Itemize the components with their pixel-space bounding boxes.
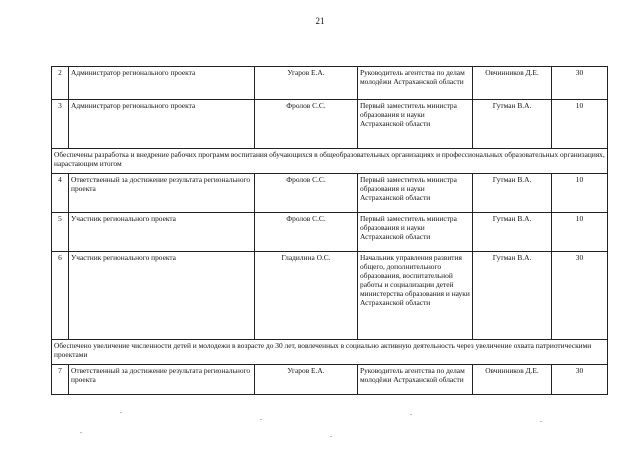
supervisor-cell: Овчинников Д.Е. [473, 365, 552, 395]
person-name-cell: Фролов С.С. [255, 213, 358, 252]
table-row [52, 252, 608, 340]
scan-speck [330, 436, 332, 437]
table-row [52, 365, 608, 395]
row-number-cell: 4 [52, 174, 69, 213]
person-name-cell: Фролов С.С. [255, 174, 358, 213]
row-number-cell: 2 [52, 67, 69, 100]
position-cell: Первый заместитель министра образования и науки Астраханской области [358, 174, 473, 213]
involvement-percent-cell: 10 [552, 100, 608, 149]
page-number: 21 [315, 16, 325, 26]
position-cell: Начальник управления развития общего, дополнительного образования, воспитательной работы и социализации детей министерства образования и науки Астраханской области [358, 252, 473, 340]
position-cell: Руководитель агентства по делам молодёжи Астраханской области [358, 67, 473, 100]
supervisor-cell: Гутман В.А. [473, 174, 552, 213]
position-cell: Первый заместитель министра образования и науки Астраханской области [358, 100, 473, 149]
section-header-row [52, 340, 608, 365]
involvement-percent-cell: 10 [552, 174, 608, 213]
supervisor-cell: Гутман В.А. [473, 252, 552, 340]
table-row [52, 67, 608, 100]
person-name-cell: Угаров Е.А. [255, 365, 358, 395]
table-row [52, 100, 608, 149]
role-cell: Администратор регионального проекта [69, 100, 255, 149]
position-cell: Первый заместитель министра образования и науки Астраханской области [358, 213, 473, 252]
role-cell: Администратор регионального проекта [69, 67, 255, 100]
row-number-cell: 7 [52, 365, 69, 395]
row-number-cell: 5 [52, 213, 69, 252]
scan-speck [540, 421, 542, 422]
scan-speck [80, 432, 82, 433]
role-cell: Ответственный за достижение результата регионального проекта [69, 365, 255, 395]
involvement-percent-cell: 30 [552, 365, 608, 395]
scan-speck [410, 414, 412, 415]
section-text: Обеспечены разработка и внедрение рабочих программ воспитания обучающихся в общеобразовательных организациях и профессиональных образовательных организациях, нарастающим итогом [52, 149, 608, 174]
involvement-percent-cell: 30 [552, 67, 608, 100]
position-cell: Руководитель агентства по делам молодёжи Астраханской области [358, 365, 473, 395]
table-row [52, 174, 608, 213]
section-text: Обеспечено увеличение численности детей и молодежи в возрасте до 30 лет, вовлеченных в социально активную деятельность через увеличение охвата патриотическими проектами [52, 340, 608, 365]
involvement-percent-cell: 10 [552, 213, 608, 252]
involvement-percent-cell: 30 [552, 252, 608, 340]
role-cell: Ответственный за достижение результата регионального проекта [69, 174, 255, 213]
scan-speck [120, 412, 122, 413]
scan-speck [260, 419, 262, 420]
person-name-cell: Угаров Е.А. [255, 67, 358, 100]
table-row [52, 213, 608, 252]
person-name-cell: Фролов С.С. [255, 100, 358, 149]
responsibility-table [51, 66, 608, 395]
row-number-cell: 6 [52, 252, 69, 340]
supervisor-cell: Овчинников Д.Е. [473, 67, 552, 100]
section-header-row [52, 149, 608, 174]
supervisor-cell: Гутман В.А. [473, 213, 552, 252]
person-name-cell: Гладилина О.С. [255, 252, 358, 340]
supervisor-cell: Гутман В.А. [473, 100, 552, 149]
role-cell: Участник регионального проекта [69, 252, 255, 340]
row-number-cell: 3 [52, 100, 69, 149]
role-cell: Участник регионального проекта [69, 213, 255, 252]
